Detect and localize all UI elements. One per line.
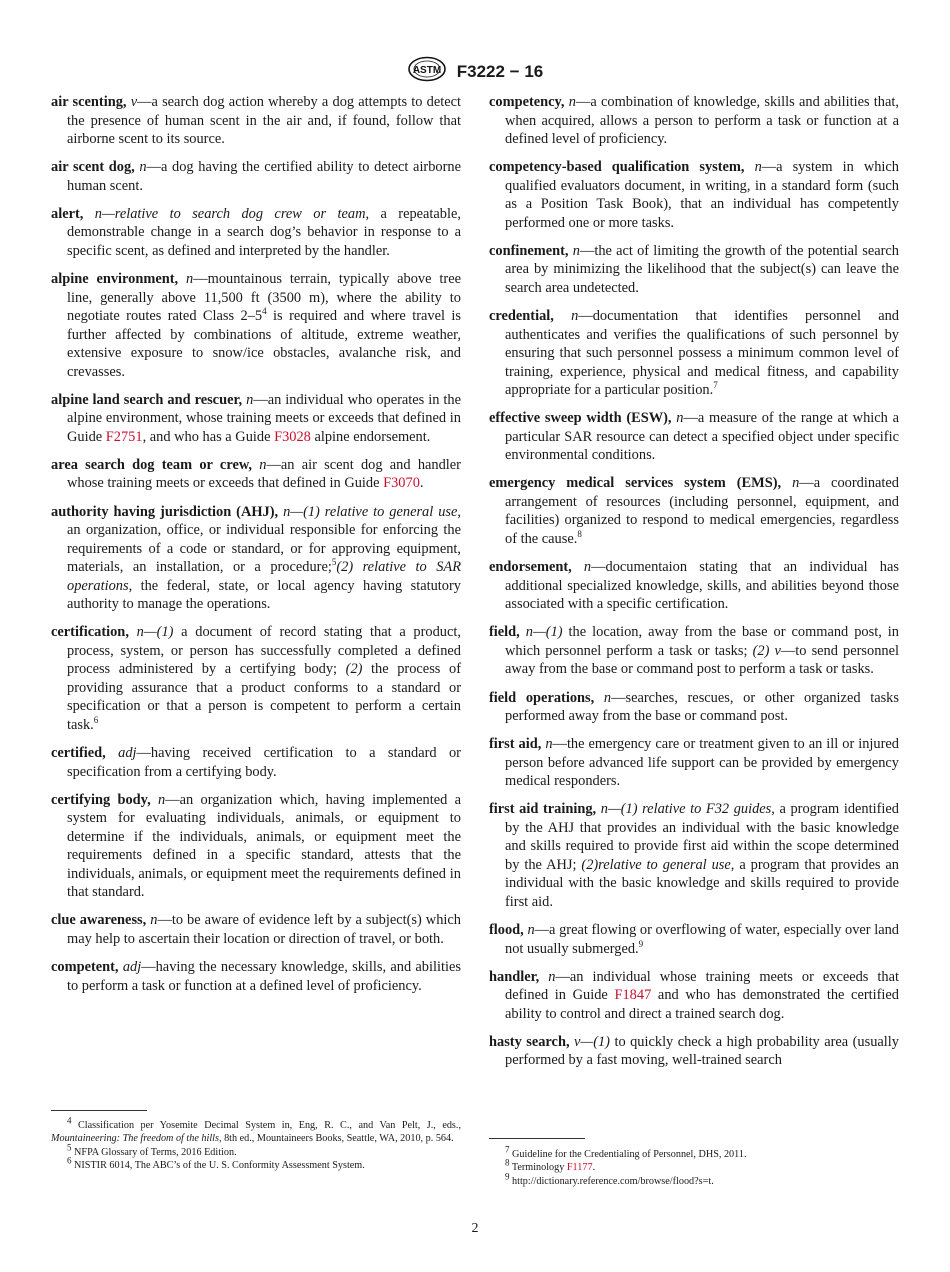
- glossary-term: area search dog team or crew,: [51, 456, 253, 473]
- glossary-definition: n—(1) a document of record stating that a product, process, system, or person has successfully completed a defined process administered by a certifying body; (2) the process of providing assurance that a product conforms to a standard or specification or that a person is competent to perform a certain task.$^6$: [67, 624, 461, 733]
- footnote: $^6$ NISTIR 6014, The ABC’s of the U. S. Conformity Assessment System.: [67, 1155, 365, 1172]
- glossary-term: endorsement,: [489, 559, 572, 576]
- glossary-entry: [51, 958, 461, 995]
- glossary-entry: [489, 474, 899, 548]
- glossary-entry: [51, 93, 461, 149]
- glossary-entry: [489, 409, 899, 465]
- glossary-definition: n—documentation that identifies personnel and authenticates and verifies the qualifications of such personnel by ensuring that such personnel possess a minimum common level of training, experience, physical and medical fitness, and capability appropriate for a particular position.$^7$: [505, 308, 899, 399]
- glossary-term: emergency medical services system (EMS),: [489, 475, 782, 492]
- glossary-entry: [51, 911, 461, 948]
- glossary-term: alert,: [51, 205, 84, 222]
- glossary-definition: n—an individual whose training meets or exceeds that defined in Guide F1847 and who has demonstrated the certified ability to control and direct a trained search dog.: [505, 968, 899, 1022]
- glossary-entry: [51, 456, 461, 493]
- glossary-definition: n—(1) relative to F32 guides, a program identified by the AHJ that provides an individual with the basic knowledge and skills required to provide first aid within the scope determined by the AHJ; (2)relative to general use, a program that provides an individual with the basic knowledge and skills required to provide first aid.: [505, 801, 899, 910]
- glossary-definition: n—the emergency care or treatment given to an ill or injured person before advanced life support can be provided by emergency medical responders.: [505, 736, 899, 790]
- glossary-entry: [489, 921, 899, 958]
- glossary-term: competent,: [51, 959, 119, 976]
- glossary-definition: n—documentaion stating that an individual has additional specialized knowledge, skills, and abilities beyond those associated with a specific certification.: [505, 559, 899, 613]
- glossary-definition: n—the act of limiting the growth of the potential search area by minimizing the likelihood that the subject(s) can leave the search area undetected.: [505, 242, 899, 296]
- glossary-term: handler,: [489, 968, 540, 985]
- glossary-term: effective sweep width (ESW),: [489, 410, 672, 427]
- glossary-entry: [51, 205, 461, 261]
- glossary-definition: n—a combination of knowledge, skills and abilities that, when acquired, allows a person to perform a task or function at a defined level of proficiency.: [505, 94, 899, 147]
- glossary-entry: [489, 623, 899, 679]
- glossary-entry: [489, 1033, 899, 1070]
- glossary-entry: [489, 93, 899, 149]
- glossary-entry: [489, 968, 899, 1024]
- glossary-entry: [51, 791, 461, 902]
- glossary-definition: n—a system in which qualified evaluators document, in writing, in a standard form (such as a Position Task Book), that an individual has competently performed one or more tasks.: [505, 159, 899, 231]
- page-header: [0, 56, 950, 87]
- left-column: [51, 93, 461, 1005]
- glossary-definition: v—a search dog action whereby a dog attempts to detect the presence of human scent in the air and, if found, follow that airborne scent to its source.: [67, 94, 461, 147]
- footnote-rule-right: [489, 1138, 585, 1139]
- footnote-rule-left: [51, 1110, 147, 1111]
- glossary-definition: adj—having the necessary knowledge, skills, and abilities to perform a task or function at a defined level of proficiency.: [67, 959, 461, 994]
- glossary-entry: [489, 689, 899, 726]
- glossary-entry: [51, 623, 461, 734]
- glossary-term: certification,: [51, 624, 129, 641]
- glossary-term: certified,: [51, 745, 106, 761]
- glossary-definition: n—a great flowing or overflowing of water, especially over land not usually submerged.$^9$: [505, 922, 899, 957]
- glossary-term: authority having jurisdiction (AHJ),: [51, 503, 279, 520]
- glossary-term: first aid,: [489, 736, 542, 753]
- standard-code: F3222 − 16: [456, 61, 544, 81]
- glossary-term: credential,: [489, 308, 554, 325]
- glossary-definition: n—(1) the location, away from the base or command post, in which personnel perform a task or tasks; (2) v—to send personnel away from the base or command post to perform a task or tasks.: [505, 624, 900, 678]
- footnote: $^8$ Terminology F1177.: [505, 1158, 596, 1174]
- glossary-definition: n—an individual who operates in the alpine environment, whose training meets or exceeds that defined in Guide F2751, and who has a Guide F3028 alpine endorsement.: [67, 391, 461, 445]
- svg-text:ASTM: ASTM: [412, 65, 441, 76]
- glossary-definition: n—a measure of the range at which a particular SAR resource can detect a specified object under specific environmental conditions.: [505, 410, 899, 464]
- right-column: [489, 93, 899, 1080]
- footnote: $^9$ http://dictionary.reference.com/browse/flood?s=t.: [505, 1171, 714, 1187]
- glossary-definition: n—(1) relative to general use, an organization, office, or individual responsible for enforcing the requirements of a code or standard, or for approving equipment, materials, an installation, or a procedure;$^5$(2) relative to SAR operations, the federal, state, or local agency having statutory authority to manage the operations.: [67, 503, 461, 613]
- glossary-entry: [489, 800, 899, 911]
- glossary-entry: [489, 307, 899, 400]
- footnote: $^7$ Guideline for the Credentialing of Personnel, DHS, 2011.: [505, 1144, 747, 1160]
- footnote: $^5$ NFPA Glossary of Terms, 2016 Edition.: [67, 1142, 237, 1158]
- glossary-definition: n—mountainous terrain, typically above tree line, generally above 11,500 ft (3500 m), where the ability to negotiate routes rated Class $2-5^4$ is required and where travel is further affected by combinations of altitude, extreme weather, extensive exposure to snow/ice obstacles, avalanche risk, and crevasses.: [67, 271, 461, 380]
- footnote: $^4$ Classification per Yosemite Decimal System in, Eng, R. C., and Van Pelt, J., eds., Mountaineering: The freedom of the hills, 8th ed., Mountaineers Books, Seattle, WA, 2010, p. 564.: [51, 1115, 461, 1145]
- glossary-term: hasty search,: [489, 1033, 570, 1050]
- glossary-term: clue awareness,: [51, 912, 147, 929]
- glossary-definition: n—an air scent dog and handler whose training meets or exceeds that defined in Guide F3070.: [67, 456, 461, 492]
- glossary-definition: n—to be aware of evidence left by a subject(s) which may help to ascertain their location or direction of travel, or both.: [67, 912, 461, 947]
- glossary-entry: [51, 391, 461, 447]
- astm-logo-icon: [407, 56, 447, 87]
- glossary-entry: [51, 744, 461, 781]
- glossary-definition: n—a dog having the certified ability to detect airborne human scent.: [67, 159, 461, 194]
- glossary-definition: n—a coordinated arrangement of resources (including personnel, equipment, and facilities) organized to respond to medical emergencies, regardless of the cause.$^8$: [505, 475, 899, 547]
- glossary-entry: [51, 270, 461, 381]
- page-number: 2: [471, 1221, 479, 1236]
- glossary-term: flood,: [489, 922, 524, 939]
- glossary-definition: v—(1) to quickly check a high probability area (usually performed by a fast moving, well-trained search: [505, 1033, 899, 1069]
- glossary-definition: n—an organization which, having implemented a system for evaluating individuals, animals, or equipment to determine if the individuals, animals, or equipment meet the requirements defined in a specific standard, attests that the individuals, animals, or equipment meet the requirements defined in that standard.: [67, 791, 462, 901]
- glossary-entry: [51, 503, 461, 614]
- glossary-entry: [489, 558, 899, 614]
- glossary-entry: [489, 735, 899, 791]
- glossary-definition: n—relative to search dog crew or team, a repeatable, demonstrable change in a search dog’s behavior in response to a specific scent, as defined and interpreted by the handler.: [67, 205, 461, 259]
- glossary-term: certifying body,: [51, 791, 151, 808]
- glossary-term: air scent dog,: [51, 159, 135, 176]
- glossary-term: alpine land search and rescuer,: [51, 391, 243, 408]
- glossary-entry: [51, 158, 461, 195]
- glossary-definition: adj—having received certification to a standard or specification from a certifying body.: [67, 745, 461, 780]
- glossary-entry: [489, 242, 899, 298]
- glossary-term: first aid training,: [489, 801, 597, 818]
- glossary-term: confinement,: [489, 242, 569, 259]
- footnotes-right: [489, 1144, 899, 1188]
- glossary-term: field operations,: [489, 689, 595, 706]
- glossary-term: air scenting,: [51, 94, 127, 110]
- glossary-term: competency,: [489, 94, 565, 110]
- footnotes-left: [51, 1115, 461, 1173]
- glossary-term: field,: [489, 624, 520, 641]
- glossary-term: competency-based qualification system,: [489, 159, 745, 176]
- glossary-entry: [489, 158, 899, 232]
- glossary-term: alpine environment,: [51, 271, 179, 288]
- glossary-definition: n—searches, rescues, or other organized tasks performed away from the base or command post.: [505, 689, 899, 724]
